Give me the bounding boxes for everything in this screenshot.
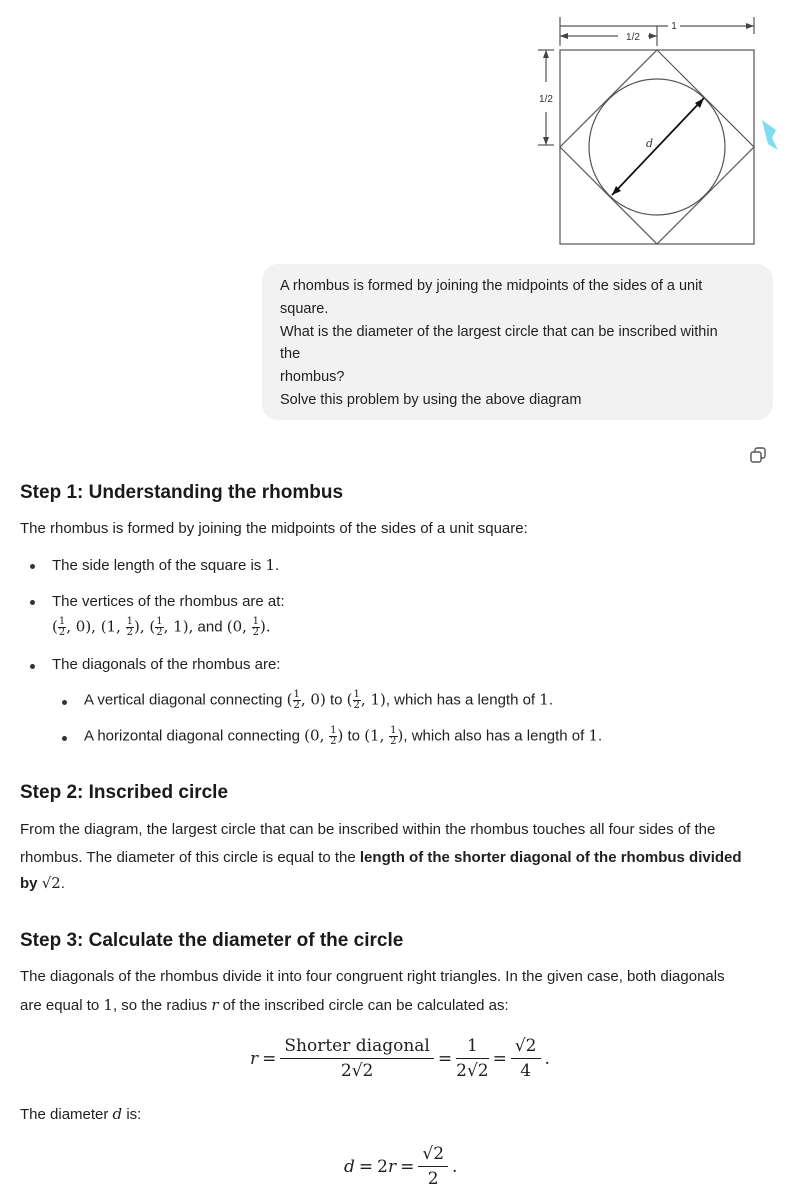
- label-half-side: 1/2: [539, 94, 553, 105]
- bullet-vertices-values: ( $\frac{1}{2}$ , 0), (1, $\frac{1}{2}$ ), ( $\frac{1}{2}$ , 1), and (0, $\frac{1}{2}$ ).: [52, 616, 271, 638]
- user-message-line: rhombus?: [280, 369, 345, 386]
- step1-intro: The rhombus is formed by joining the midpoints of the sides of a unit square:: [20, 520, 528, 537]
- step1-heading: Step 1: Understanding the rhombus: [20, 482, 344, 503]
- copy-icon: [749, 446, 767, 464]
- user-message-line: Solve this problem by using the above diagram: [280, 391, 582, 408]
- bullet-side-length: The side length of the square is 1.: [52, 556, 280, 574]
- user-message-bubble: [262, 264, 773, 420]
- user-message-line: square.: [280, 300, 329, 317]
- user-message-line: the: [280, 346, 301, 363]
- diameter-intro: The diameter d is:: [20, 1105, 142, 1123]
- step2-line3: by √2.: [20, 874, 65, 892]
- step2-line2: rhombus. The diameter of this circle is equal to the length of the shorter diagonal of the rhombus divided: [20, 849, 742, 866]
- bullet-diagonals: The diagonals of the rhombus are:: [52, 656, 281, 673]
- diameter-equation: d = 2r = $\frac{√2}{2}$ .: [344, 1144, 458, 1189]
- label-one: 1: [671, 21, 677, 32]
- label-half-top: 1/2: [626, 32, 640, 43]
- sub-bullet-vertical: A vertical diagonal connecting ( $\frac{1}{2}$ , 0) to ( $\frac{1}{2}$ , 1), which has a length of 1.: [84, 689, 553, 711]
- step3-heading: Step 3: Calculate the diameter of the circle: [20, 930, 404, 951]
- radius-equation: r = Shorter diagonal 2√2 = $\frac{1}{2√2}$ = $\frac{√2}{4}$ .: [250, 1036, 550, 1081]
- sub-bullet-horizontal: A horizontal diagonal connecting (0, $\frac{1}{2}$ ) to (1, $\frac{1}{2}$ ), which also has a length of 1.: [84, 725, 603, 747]
- label-d: d: [646, 137, 654, 150]
- user-message-line: What is the diameter of the largest circle that can be inscribed within: [280, 323, 718, 340]
- step3-line2: are equal to 1, so the radius r of the inscribed circle can be calculated as:: [20, 996, 509, 1014]
- bullet-vertices-label: The vertices of the rhombus are at:: [52, 593, 285, 610]
- step2-heading: Step 2: Inscribed circle: [20, 782, 229, 803]
- copy-button[interactable]: [746, 443, 770, 467]
- rhombus-circle-diagram: [530, 12, 780, 252]
- step2-line1: From the diagram, the largest circle that can be inscribed within the rhombus touches all four sides of the: [20, 821, 716, 838]
- user-message-line: A rhombus is formed by joining the midpoints of the sides of a unit: [280, 278, 703, 294]
- resize-handle[interactable]: [762, 120, 778, 150]
- step3-line1: The diagonals of the rhombus divide it into four congruent right triangles. In the given case, both diagonals: [20, 968, 725, 985]
